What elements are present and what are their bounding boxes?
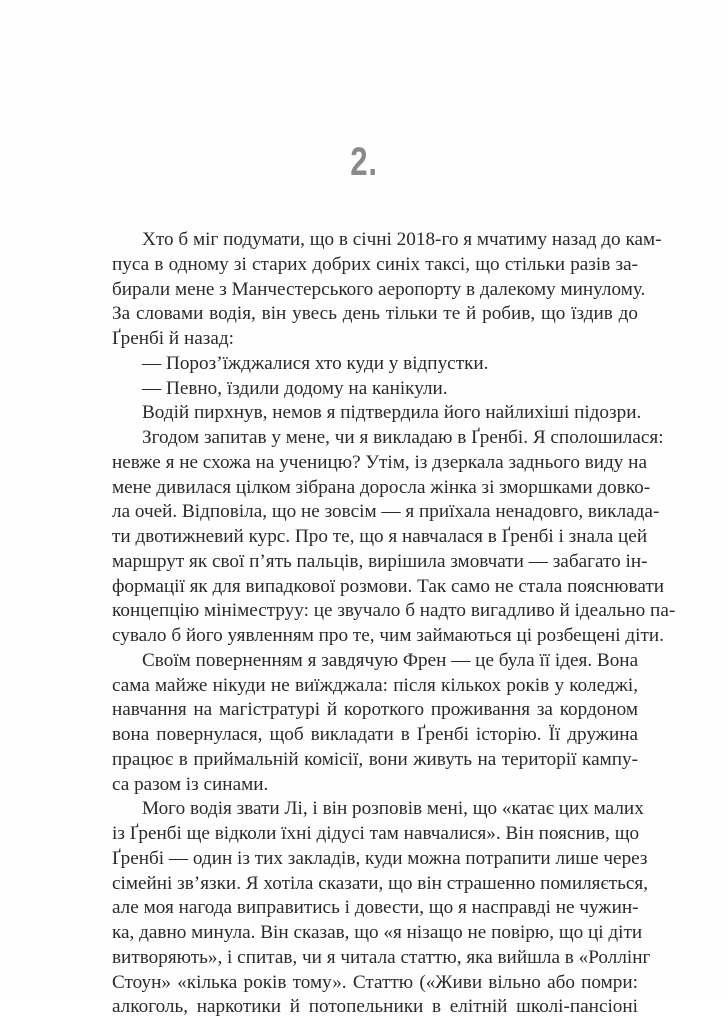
text-line: алкоголь, наркотики й потопельники в елітній школі-пансіоні	[112, 996, 638, 1018]
text-line: концепцію мініместруу: це звучало б надто вигадливо й ідеально па-	[112, 600, 676, 622]
text-line: але моя нагода виправитись і довести, що я насправді не чужин-	[112, 897, 639, 919]
text-line: витворяють», і спитав, чи я читала статтю, яка вийшла в «Роллінг	[112, 946, 651, 968]
text-line: Згодом запитав у мене, чи я викладаю в Ґренбі. Я сполошилася:	[142, 427, 664, 448]
text-line: невже я не схожа на ученицю? Утім, із дзеркала заднього виду на	[112, 451, 647, 473]
chapter-number: 2.	[350, 140, 378, 184]
text-line: працює в приймальній комісії, вони живуть на території кампу-	[112, 748, 638, 770]
text-line: За словами водія, він увесь день тільки те й робив, що їздив до	[112, 303, 638, 325]
text-line: маршрут як свої п’ять пальців, вирішила змовчати — забагато ін-	[112, 550, 648, 572]
text-line: Ґренбі — один із тих закладів, куди можна потрапити лише через	[112, 847, 648, 869]
text-line: ла очей. Відповіла, що не зовсім — я приїхала ненадовго, виклада-	[112, 501, 660, 523]
text-line: бирали мене з Манчестерського аеропорту в далекому минулому.	[112, 278, 646, 300]
text-line: Мого водія звати Лі, і він розповів мені, що «катає цих малих	[142, 798, 644, 820]
text-line: ка, давно минула. Він сказав, що «я нізащо не повірю, що ці діти	[112, 922, 643, 943]
text-line: Водій пирхнув, немов я підтвердила його найлихіші підозри.	[142, 402, 642, 424]
text-line: Хто б міг подумати, що в січні 2018-го я мчатиму назад до кам-	[142, 229, 662, 250]
text-line: сама майже нікуди не виїжджала: після кількох років у коледжі,	[112, 674, 638, 696]
text-line: Стоун» «кілька років тому». Статтю («Живи вільно або помри:	[112, 971, 638, 993]
text-line: са разом із синами.	[112, 773, 269, 795]
text-line: мене дивилася цілком зібрана доросла жінка зі зморшками довко-	[112, 476, 651, 498]
chapter-body-text	[112, 228, 676, 1020]
text-line: формації як для випадкової розмови. Так само не стала пояснювати	[112, 575, 664, 597]
text-line: вона повернулася, щоб викладати в Ґренбі історію. Її дружина	[112, 724, 638, 745]
text-line: Ґренбі й назад:	[112, 328, 234, 349]
text-line: — Певно, їздили додому на канікули.	[142, 377, 448, 399]
text-line: пуса в одному зі старих добрих синіх таксі, що стільки разів за-	[112, 253, 638, 275]
text-line: із Ґренбі ще відколи їхні дідусі там навчалися». Він пояснив, що	[112, 823, 640, 844]
text-line: навчання на магістратурі й короткого проживання за кордоном	[112, 699, 638, 721]
text-line: сімейні зв’язки. Я хотіла сказати, що він страшенно помиляється,	[112, 872, 649, 894]
text-line: ти двотижневий курс. Про те, що я навчалася в Ґренбі і знала цей	[112, 526, 648, 547]
text-line: — Пороз’їжджалися хто куди у відпустки.	[142, 352, 489, 374]
text-line: Своїм поверненням я завдячую Френ — це була її ідея. Вона	[142, 649, 639, 671]
text-line: сувало б його уявленням про те, чим займаються ці розбещені діти.	[112, 625, 664, 646]
